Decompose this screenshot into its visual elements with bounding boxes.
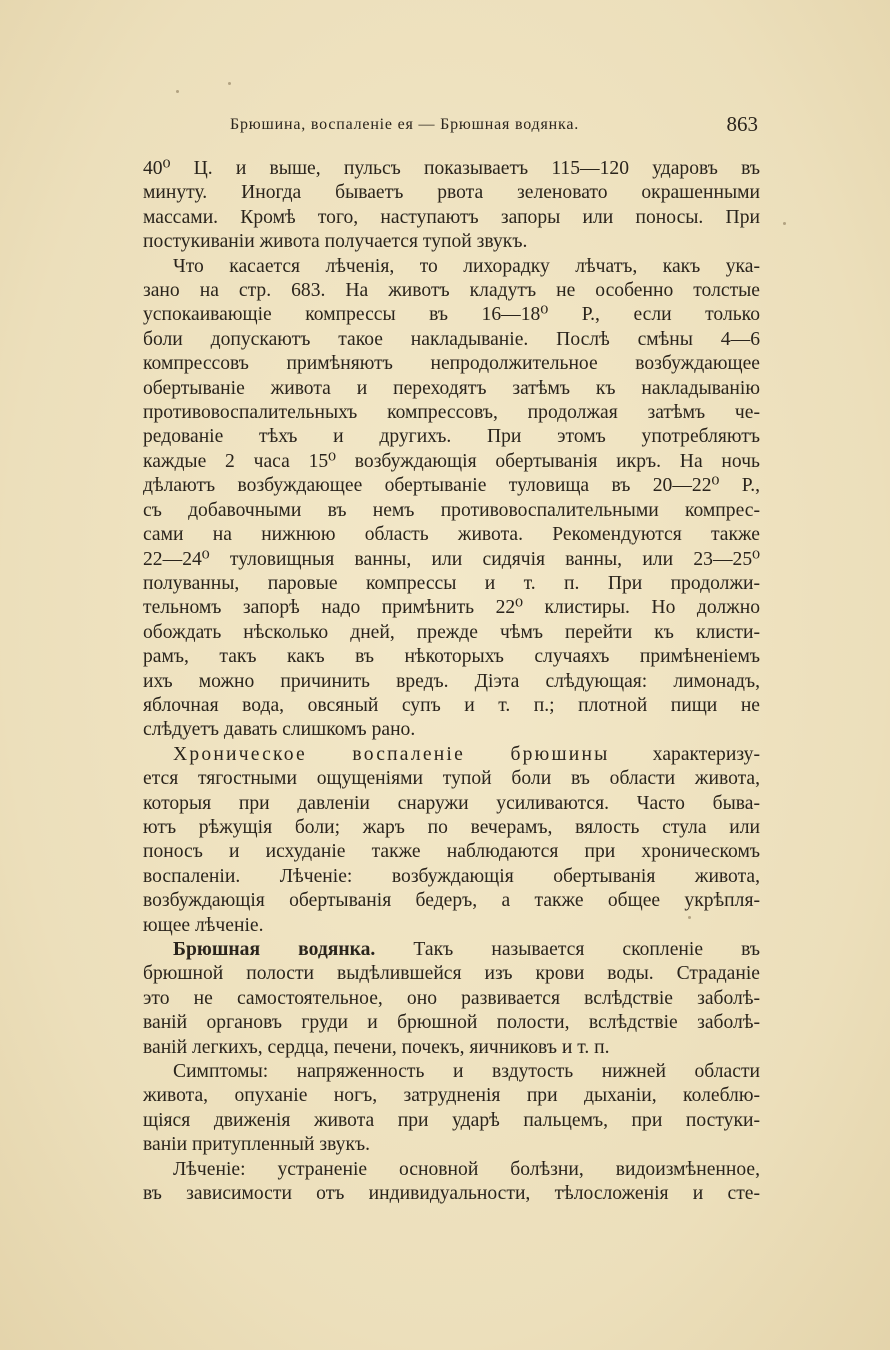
text-line [143,914,760,938]
text-line [143,425,760,449]
line-text: ютъ рѣжущія боли; жаръ по вечерамъ, вялость стула или [143,816,760,838]
paper-speck [228,82,231,85]
line-text: ихъ можно причинить вредъ. Діэта слѣдующая: лимонадъ, [143,670,760,692]
line-text: массами. Кромѣ того, наступаютъ запоры или поносы. При [143,206,760,228]
line-text: обождать нѣсколько дней, прежде чѣмъ перейти къ клисти- [143,621,760,643]
line-text: полуванны, паровые компрессы и т. п. При продолжи- [143,572,760,594]
line-text: редованіе тѣхъ и другихъ. При этомъ употребляютъ [143,426,760,448]
text-line [143,718,760,742]
line-text: успокаивающіе компрессы въ 16—18⁰ Р., если только [143,304,760,326]
text-line [143,1133,760,1157]
line-text: сами на нижнюю область живота. Рекомендуются также [143,524,760,546]
line-text: противовоспалительныхъ компрессовъ, продолжая затѣмъ че- [143,402,760,424]
text-line [143,743,760,767]
text-line [143,1182,760,1206]
text-line [143,181,760,205]
text-line [143,962,760,986]
line-text: 22—24⁰ туловищныя ванны, или сидячія ванны, или 23—25⁰ [143,548,760,570]
text-line [143,352,760,376]
line-text: слѣдуетъ давать слишкомъ рано. [143,719,416,741]
line-text: щіяся движенія живота при ударѣ пальцемъ, при постуки- [143,1109,760,1131]
line-text: постукиваніи живота получается тупой звукъ. [143,231,528,253]
text-line [143,1060,760,1084]
page-header [142,112,758,142]
line-text: Что касается лѣченія, то лихорадку лѣчатъ, какъ ука- [173,255,760,277]
text-line [143,548,760,572]
line-text: характеризу- [609,743,760,765]
line-text: ваній легкихъ, сердца, печени, почекъ, яичниковъ и т. п. [143,1036,610,1058]
paper-speck [783,222,786,225]
line-text: поносъ и исхуданіе также наблюдаются при хроническомъ [143,841,760,863]
running-head: Брюшина, воспаленіе ея — Брюшная водянка. [230,116,580,133]
text-line [143,621,760,645]
line-text: зано на стр. 683. На животъ кладутъ не особенно толстые [143,280,760,302]
text-line [143,645,760,669]
line-text: рамъ, такъ какъ въ нѣкоторыхъ случаяхъ примѣненіемъ [143,646,760,668]
text-line [143,987,760,1011]
text-line [143,328,760,352]
text-line [143,279,760,303]
line-text: живота, опуханіе ногъ, затрудненія при дыханіи, колеблю- [143,1085,760,1107]
line-text: обертываніе живота и переходятъ затѣмъ къ накладыванію [143,377,760,399]
line-text: 40⁰ Ц. и выше, пульсъ показываетъ 115—120 ударовъ въ [143,158,760,179]
line-text: Симптомы: напряженность и вздутость нижней области [173,1061,760,1083]
line-text: которыя при давленіи снаружи усиливаются. Часто быва- [143,792,760,814]
text-line [143,523,760,547]
text-line [143,1036,760,1060]
text-line [143,694,760,718]
text-line [143,572,760,596]
text-line [143,1109,760,1133]
line-text: яблочная вода, овсяный супъ и т. п.; плотной пищи не [143,694,760,716]
line-text: боли допускаютъ такое накладываніе. Послѣ смѣны 4—6 [143,328,760,350]
page-number: 863 [726,112,758,136]
text-line [143,1084,760,1108]
line-text: Такъ называется скопленіе въ [375,939,761,960]
line-text: каждые 2 часа 15⁰ возбуждающія обертыванія икръ. На ночь [143,450,760,472]
text-line [143,206,760,230]
paper-speck [176,90,179,93]
text-line [143,303,760,327]
text-line [143,450,760,474]
text-line [143,499,760,523]
text-line [143,1011,760,1035]
text-line [143,377,760,401]
text-line [143,230,760,254]
text-line [143,889,760,913]
text-line [143,840,760,864]
text-line [143,767,760,791]
text-line [143,474,760,498]
line-text: компрессовъ примѣняютъ непродолжительное возбуждающее [143,353,760,375]
body-text [143,157,760,1206]
line-text: ваній органовъ груди и брюшной полости, вслѣдствіе заболѣ- [143,1012,760,1034]
line-text: дѣлаютъ возбуждающее обертываніе туловища въ 20—22⁰ Р., [143,475,760,497]
line-text: воспаленіи. Лѣченіе: возбуждающія обертыванія живота, [143,865,760,887]
line-text: минуту. Иногда бываетъ рвота зеленовато окрашенными [143,182,760,204]
line-text: съ добавочными въ немъ противовоспалительными компрес- [143,499,760,521]
text-line [143,596,760,620]
text-line [143,401,760,425]
text-line [143,670,760,694]
line-text: ваніи притупленный звукъ. [143,1134,371,1156]
line-text: возбуждающія обертыванія бедеръ, а также общее укрѣпля- [143,890,760,912]
line-text: тельномъ запорѣ надо примѣнить 22⁰ клистиры. Но должно [143,597,760,619]
line-text: ющее лѣченіе. [143,914,264,936]
text-line [143,1158,760,1182]
line-text: въ зависимости отъ индивидуальности, тѣлосложенія и сте- [143,1183,760,1205]
line-text: это не самостоятельное, оно развивается вслѣдствіе заболѣ- [143,987,760,1009]
text-line [143,865,760,889]
line-text: Лѣченіе: устраненіе основной болѣзни, видоизмѣненное, [173,1158,760,1180]
text-line [143,938,760,962]
line-text: ется тягостными ощущеніями тупой боли въ области живота, [143,768,760,790]
section-heading: Брюшная водянка. [173,939,376,960]
text-line [143,255,760,279]
section-term: Хроническое воспаленіе брюшины [173,743,610,765]
line-text: брюшной полости выдѣлившейся изъ крови воды. Страданіе [143,963,760,985]
text-line [143,792,760,816]
text-line [143,157,760,181]
text-line [143,816,760,840]
